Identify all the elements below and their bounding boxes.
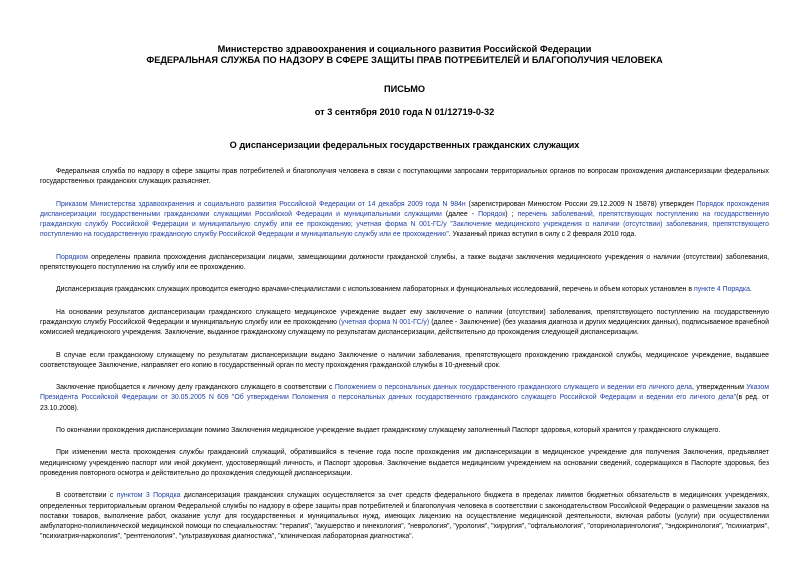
text-span: На основании результатов диспансеризации гражданского служащего медицинское учреждение выдает ему заключение о наличии (отсутствии) заболевания, препятствующего поступлению на государственную гражданскую службу Российской Федерации и муниципальную службу или ее прохождению [40,308,769,326]
paragraph-8: По окончании прохождения диспансеризации помимо Заключения медицинское учреждение выдает гражданскому служащему заполненный Паспорт здоровья, который хранится у гражданского служащего. [56,427,721,435]
paragraph-3 [40,253,769,274]
form-001-link[interactable]: (учетная форма N 001-ГС/у) [338,318,430,326]
text-span: (зарегистрирован Минюстом России 29.12.2009 N 15878) утвержден [465,200,697,208]
paragraph-9: При изменении места прохождения службы гражданский служащий, обратившийся в течение года после прохождения им диспансеризации в медицинское учреждение для получения Заключения, предъявляет медицинскому учреждению паспорт или иной документ, удостоверяющий личность, и Паспорт здоровья. Заключение выдается медицинским учреждением на основании сведений, содержащихся в Паспорте здоровья, без проведения повторного осмотра и действительно до прохождения следующей диспансеризации. [40,449,769,477]
text-span: . [749,286,752,294]
order-984n-link[interactable]: Приказом Министерства здравоохранения и социального развития Российской Федерации от 14 декабря 2009 года N 984н [56,200,466,208]
text-span: Диспансеризация гражданских служащих проводится ежегодно врачами-специалистами с использованием лабораторных и функциональных исследований, перечень и объем которых установлен в [56,286,694,294]
document-date: от 3 сентября 2010 года N 01/12719-0-32 [314,107,495,117]
clause-4-link[interactable]: пункте 4 Порядка [693,286,750,294]
procedure-link[interactable]: Порядок прохождения диспансеризации государственными гражданскими служащими Российской Федерации и муниципальными служащими [40,200,770,218]
paragraph-2 [40,200,769,241]
paragraph-4 [40,285,769,295]
paragraph-7 [40,383,769,414]
paragraph-6: В случае если гражданскому служащему по результатам диспансеризации выдано Заключение о наличии заболевания, препятствующего прохождению гражданской службы, медицинское учреждение, выдавшее соответствующее Заключение, направляет его копию в государственный орган по месту прохождения гражданской службы в 10-дневный срок. [40,351,769,369]
ministry-name: Министерство здравоохранения и социального развития Российской Федерации [217,44,592,54]
text-span: , утвержденным [691,384,747,392]
text-span: определены правила прохождения диспансеризации лицами, замещающими должности гражданской службы, а также выдачи заключения медицинского учреждения о наличии (отсутствии) заболевания, препятствующего поступлению на службу или ее прохождению. [40,253,769,272]
text-span: (далее - [441,210,479,218]
text-span: (в ред. от 23.10.2008). [40,394,769,412]
text-span: ) ; [505,210,518,218]
text-span: В соответствии с [56,492,117,500]
personal-data-regulation-link[interactable]: Положением о персональных данных государственного гражданского служащего и ведении его личного дела [334,384,692,392]
text-span: . Указанный приказ вступил в силу с 2 февраля 2010 года. [448,231,637,239]
paragraph-10 [40,491,769,542]
text-span: (далее - Заключение) (без указания диагноза и других медицинских данных), подписываемое врачебной комиссией медицинского учреждения. Заключение, выданное гражданскому служащему по результатам диспансеризации, действительно до прохождения следующей диспансеризации. [40,318,769,337]
document-title: О диспансеризации федеральных государственных гражданских служащих [229,140,580,150]
text-span: Заключение приобщается к личному делу гражданского служащего в соответствии с [56,384,335,392]
service-name: ФЕДЕРАЛЬНАЯ СЛУЖБА ПО НАДЗОРУ В СФЕРЕ ЗАЩИТЫ ПРАВ ПОТРЕБИТЕЛЕЙ И БЛАГОПОЛУЧИЯ ЧЕЛОВЕКА [146,55,663,65]
document-type: ПИСЬМО [383,84,426,94]
paragraph-5 [40,308,769,339]
diseases-list-link[interactable]: перечень заболеваний, препятствующих поступлению на государственную гражданскую службу Российской Федерации и муниципальную службу или ее прохождению; учетная форма N 001-ГС/у "Заключение медицинского учреждения о наличии (отсутствии) заболевания, препятствующего поступлению на государственную гражданскую службу Российской Федерации и муниципальную службу или ее прохождению" [40,210,769,239]
procedure-rules-link[interactable]: Порядком [56,253,88,261]
procedure-short-link[interactable]: Порядок [478,210,506,218]
presidential-decree-link[interactable]: Указом Президента Российской Федерации от 30.05.2005 N 609 "Об утверждении Положения о персональных данных государственного гражданского служащего Российской Федерации и ведении его личного дела" [40,384,769,402]
text-span: диспансеризация гражданских служащих осуществляется за счет средств федерального бюджета в пределах лимитов бюджетных обязательств в медицинских учреждениях, определенных территориальным органом Федеральной службы по надзору в сфере защиты прав потребителей и благополучия человека в соответствии с законодательством Российской Федерации о размещении заказов на поставки товаров, выполнение работ, оказание услуг для государственных и муниципальных нужд, имеющих лицензию на осуществление медицинской деятельности, включая работы (услуги) при осуществлении амбулаторно-поликлинической медицинской помощи по специальностям: "терапия", "акушерство и гинекология", "неврология", "урология", "хирургия", "офтальмология", "оториноларингология", "эндокринология", "психиатрия", "психиатрия-наркология", "рентгенология", "ультразвуковая диагностика", "клиническая лабораторная диагностика". [40,492,769,541]
paragraph-1: Федеральная служба по надзору в сфере защиты прав потребителей и благополучия человека в связи с поступающими запросами территориальных органов по вопросам прохождения диспансеризации федеральных государственных гражданских служащих разъясняет. [40,168,769,186]
clause-3-link[interactable]: пунктом 3 Порядка [116,492,181,500]
